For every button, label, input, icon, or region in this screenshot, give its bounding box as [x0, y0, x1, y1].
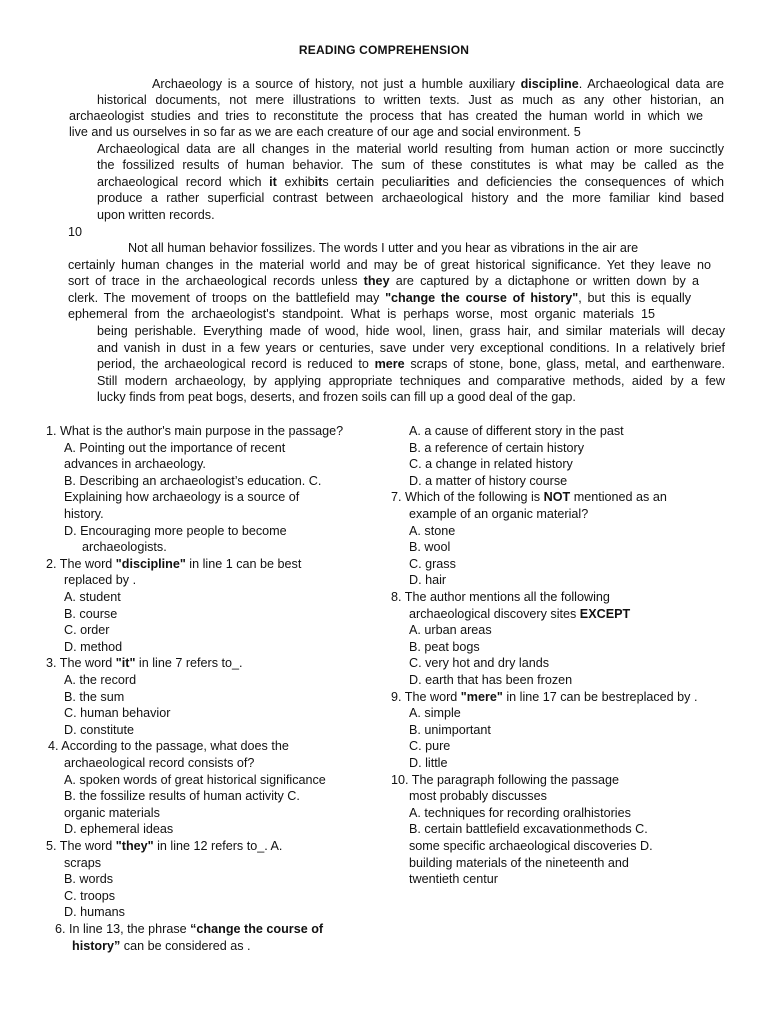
question-text: C. human behavior: [64, 706, 171, 721]
question-text: D. ephemeral ideas: [64, 822, 174, 837]
passage-line: Archaeological data are all changes in the material world resulting from human action or more succinctly: [97, 142, 724, 156]
question-text: B. wool: [409, 540, 451, 555]
question-text: twentieth centur: [409, 872, 498, 887]
question-stem: 4. According to the passage, what does the: [48, 739, 289, 754]
passage-line: period, the archaeological record is reduced to mere scraps of stone, bone, glass, metal, and earthenware.: [97, 357, 726, 371]
question-text: C. pure: [409, 739, 451, 754]
passage-line: Archaeology is a source of history, not just a humble auxiliary discipline. Archaeological data are: [152, 77, 724, 91]
question-text: B. peat bogs: [409, 639, 480, 654]
question-stem: 10. The paragraph following the passage: [391, 772, 620, 787]
question-text: archaeological record consists of?: [64, 756, 255, 770]
question-text: B. the sum: [64, 689, 125, 704]
passage-line: clerk. The movement of troops on the battlefield may "change the course of history", but this is equally: [68, 291, 691, 305]
question-text: history” can be considered as .: [72, 938, 251, 953]
question-text: B. a reference of certain history: [409, 440, 584, 455]
question-text: scraps: [64, 855, 102, 870]
passage-line: archaeologist studies and tries to reconstitute the process that has created the human world in which we: [69, 109, 703, 123]
passage-line: sort of trace in the archaeological records unless they are captured by a dictaphone or written down by a: [68, 274, 699, 288]
question-stem: 6. In line 13, the phrase “change the course of: [55, 922, 324, 936]
question-text: C. very hot and dry lands: [409, 656, 550, 671]
question-text: A. student: [64, 590, 121, 604]
question-text: D. earth that has been frozen: [409, 673, 573, 687]
question-stem: 8. The author mentions all the following: [391, 590, 610, 604]
passage-line: lucky finds from peat bogs, deserts, and frozen soils can fill up a good deal of the gap.: [97, 390, 576, 404]
question-text: D. little: [409, 756, 448, 770]
passage-line: the fossilized results of human behavior. The sum of these constitutes is what may be called as the: [97, 158, 724, 172]
question-text: C. a change in related history: [409, 457, 573, 472]
question-text: C. grass: [409, 556, 456, 571]
question-text: C. order: [64, 623, 110, 638]
question-text: D. method: [64, 639, 123, 654]
question-text: archaeologists.: [82, 540, 167, 555]
passage-line: being perishable. Everything made of wood, hide wool, linen, grass hair, and similar materials will decay: [97, 324, 725, 338]
question-text: D. humans: [64, 905, 125, 920]
question-text: organic materials: [64, 805, 160, 820]
question-text: advances in archaeology.: [64, 457, 206, 472]
question-text: history.: [64, 507, 104, 521]
question-stem: 5. The word "they" in line 12 refers to_. A.: [46, 839, 283, 853]
question-stem: 1. What is the author's main purpose in the passage?: [46, 424, 344, 438]
passage-line: ephemeral from the archaeologist's standpoint. What is perhaps worse, most organic materials 15: [68, 307, 655, 321]
question-text: A. the record: [64, 673, 137, 687]
passage-line: live and us ourselves in so far as we are each creature of our age and social environment. 5: [69, 125, 581, 139]
passage-line: and vanish in dust in a few years or centuries, save under very exceptional conditions. In a relatively brief: [97, 341, 725, 355]
question-text: some specific archaeological discoveries D.: [409, 839, 653, 853]
question-text: D. a matter of history course: [409, 473, 568, 488]
question-text: A. Pointing out the importance of recent: [64, 440, 286, 455]
question-stem: 2. The word "discipline" in line 1 can be best: [46, 556, 302, 571]
question-text: A. techniques for recording oralhistories: [409, 805, 631, 820]
question-text: A. spoken words of great historical significance: [64, 772, 326, 787]
question-text: replaced by .: [64, 573, 137, 588]
page-title: READING COMPREHENSION: [298, 43, 470, 57]
passage-line: Still modern archaeology, by applying appropriate techniques and comparative methods, aided by a few: [97, 374, 725, 388]
question-text: B. words: [64, 872, 113, 887]
question-text: B. Describing an archaeologist’s education. C.: [64, 473, 322, 488]
question-text: archaeological discovery sites EXCEPT: [409, 606, 631, 621]
question-text: B. certain battlefield excavationmethods C.: [409, 822, 648, 837]
passage-line: archaeological record which it exhibits certain peculiarities and deficiencies the consequences of which: [97, 175, 725, 189]
question-text: A. a cause of different story in the past: [409, 424, 624, 438]
question-text: D. Encouraging more people to become: [64, 523, 287, 538]
question-text: A. simple: [409, 706, 461, 721]
passage-line: Not all human behavior fossilizes. The words I utter and you hear as vibrations in the air are: [128, 241, 639, 255]
passage-line: 10: [68, 225, 83, 239]
question-text: C. troops: [64, 888, 116, 903]
question-text: B. course: [64, 606, 118, 621]
passage-line: produce a rather superficial contrast between archaeological history and the more familiar kind based: [97, 191, 724, 205]
question-text: B. the fossilize results of human activity C.: [64, 789, 300, 804]
question-stem: 9. The word "mere" in line 17 can be bestreplaced by .: [391, 689, 698, 704]
question-text: building materials of the nineteenth and: [409, 855, 629, 870]
question-text: Explaining how archaeology is a source of: [64, 490, 300, 505]
passage-line: upon written records.: [97, 208, 215, 222]
passage-line: historical documents, not mere illustrations to written texts. Just as much as any other historian, an: [97, 93, 724, 107]
question-text: A. stone: [409, 523, 456, 538]
question-text: B. unimportant: [409, 722, 491, 737]
question-text: most probably discusses: [409, 789, 547, 804]
question-stem: 7. Which of the following is NOT mentioned as an: [391, 490, 667, 505]
question-text: example of an organic material?: [409, 507, 589, 521]
passage-line: certainly human changes in the material world and may be of great historical significance. Yet they leave no: [68, 258, 711, 272]
question-text: A. urban areas: [409, 623, 492, 638]
question-stem: 3. The word "it" in line 7 refers to_.: [46, 656, 243, 671]
question-text: D. hair: [409, 573, 447, 588]
question-text: D. constitute: [64, 722, 134, 737]
